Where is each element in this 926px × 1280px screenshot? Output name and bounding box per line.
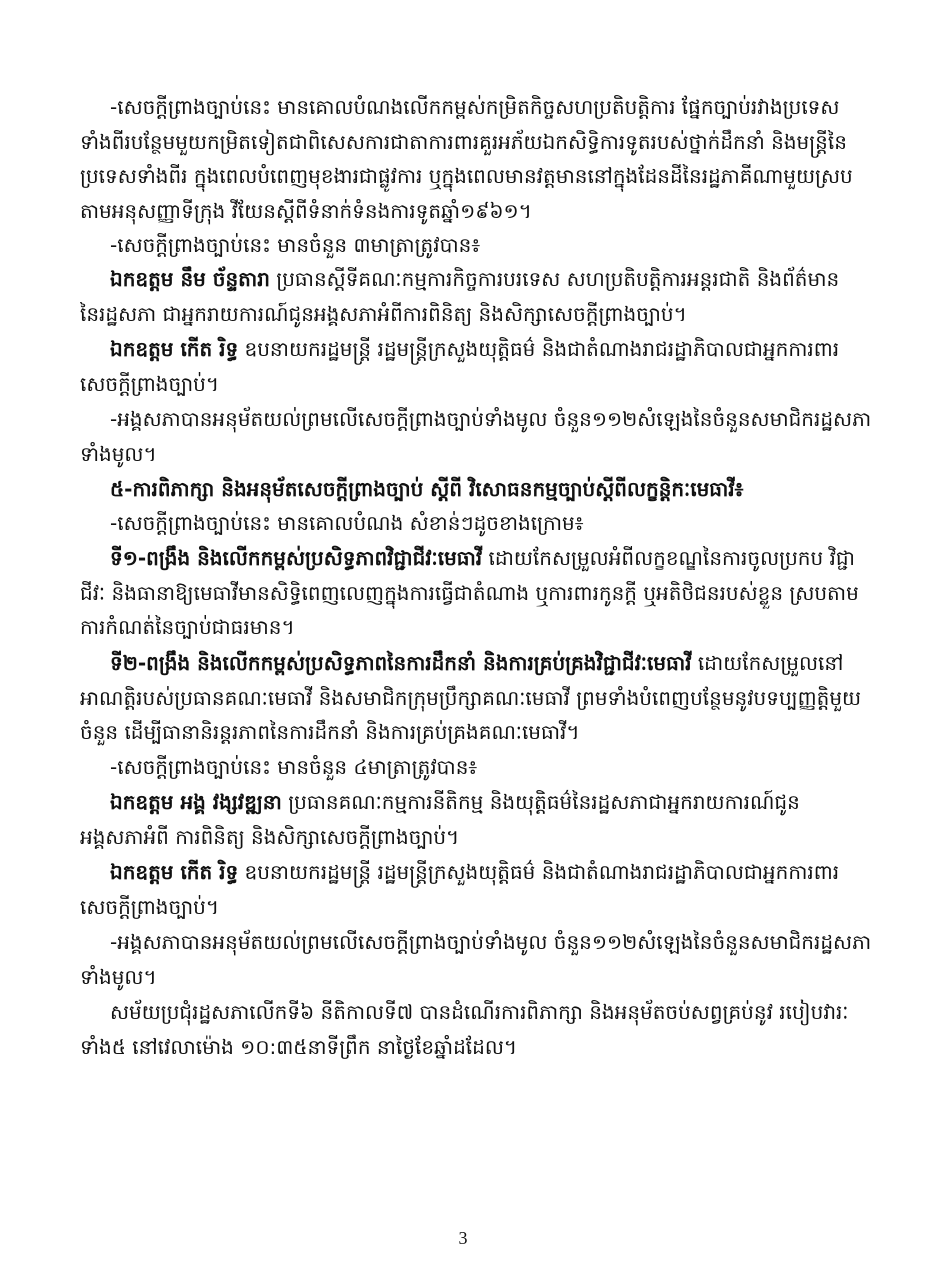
text-line: នៃរដ្ឋសភា ជាអ្នករាយការណ៍ជូនអង្គសភាអំពីការពិនិត្យ និងសិក្សាសេចក្តីព្រាងច្បាប់។	[80, 301, 687, 326]
point-title: ទី១-ពង្រឹង និងលើកកម្ពស់ប្រសិទ្ធភាពវិជ្ជាជីវៈមេធាវី	[110, 546, 483, 570]
section-title: ៥-ការពិភាក្សា និងអនុម័តសេចក្តីព្រាងច្បាប់ ស្តីពី វិសោធនកម្មច្បាប់ស្តីពីលក្ខន្តិកៈមេធាវី៖	[110, 477, 744, 501]
text-line: អាណត្តិរបស់ប្រធានគណៈមេធាវី និងសមាជិកក្រុមប្រឹក្សាគណៈមេធាវី ព្រមទាំងបំពេញបន្ថែមនូវបទប្បញ្ញត្តិមួយ	[80, 685, 862, 710]
point-title: ទី២-ពង្រឹង និងលើកកម្ពស់ប្រសិទ្ធភាពនៃការដឹកនាំ និងការគ្រប់គ្រងវិជ្ជាជីវៈមេធាវី	[110, 651, 692, 675]
paragraph-articles-1	[80, 228, 872, 263]
text-line: ប្រទេសទាំងពីរ ក្នុងពេលបំពេញមុខងារជាផ្លូវការ ឬក្នុងពេលមានវត្តមាននៅក្នុងដែនដីនៃរដ្ឋភាគីណាមួយស្រប	[80, 164, 853, 189]
speaker-role: ឧបនាយករដ្ឋមន្ត្រី រដ្ឋមន្ត្រីក្រសួងយុត្តិធម៌ និងជាតំណាងរាជរដ្ឋាភិបាលជាអ្នកការពារ	[238, 337, 840, 361]
paragraph-point-1	[80, 541, 872, 645]
speaker-name: ឯកឧត្តម នឹម ច័ន្ទតារា	[110, 267, 270, 291]
paragraph-defender-1	[80, 332, 872, 401]
page-number: 3	[458, 1228, 468, 1248]
paragraph-vote-2	[80, 925, 872, 994]
paragraph-defender-2	[80, 855, 872, 924]
text-line: អង្គសភាអំពី ការពិនិត្យ និងសិក្សាសេចក្តីព្រាងច្បាប់។	[80, 824, 460, 849]
paragraph-purpose-2	[80, 506, 872, 541]
text-line: -អង្គសភាបានអនុម័តយល់ព្រមលើសេចក្តីព្រាងច្បាប់ទាំងមូល ចំនួន១១២សំឡេងនៃចំនួនសមាជិករដ្ឋសភា	[110, 930, 872, 954]
section-heading-5	[80, 472, 872, 507]
text-line	[80, 541, 872, 576]
paragraph-point-2	[80, 646, 872, 750]
text-line: -សេចក្តីព្រាងច្បាប់នេះ មានចំនួន ៣មាត្រាត្រូវបាន៖	[110, 233, 481, 257]
text-line: ទាំងពីរបន្ថែមមួយកម្រិតទៀតជាពិសេសការជាតាការពារគួរអភ័យឯកសិទ្ធិការទូតរបស់ថ្នាក់ដឹកនាំ និងមន្ត្រីនៃ	[80, 129, 847, 154]
text-line: សេចក្តីព្រាងច្បាប់។	[80, 371, 220, 396]
text-line	[80, 332, 872, 367]
text-line: ការកំណត់នៃច្បាប់ជាធរមាន។	[80, 615, 295, 640]
text-line: -អង្គសភាបានអនុម័តយល់ព្រមលើសេចក្តីព្រាងច្បាប់ទាំងមូល ចំនួន១១២សំឡេងនៃចំនួនសមាជិករដ្ឋសភា	[110, 407, 872, 431]
text-line: -សេចក្តីព្រាងច្បាប់នេះ មានគោលបំណង សំខាន់ៗដូចខាងក្រោម៖	[110, 511, 584, 535]
paragraph-reporter-1	[80, 262, 872, 331]
text-line: ជីវៈ និងធានាឱ្យមេធាវីមានសិទ្ធិពេញលេញក្នុងការធ្វើជាតំណាង ឬការពារកូនក្តី ឬអតិថិជនរបស់ខ្លួន ស្របតាម	[80, 580, 859, 605]
paragraph-articles-2	[80, 750, 872, 785]
text-line: ចំនួន ដើម្បីធានានិរន្តរភាពនៃការដឹកនាំ និងការគ្រប់គ្រងគណៈមេធាវី។	[80, 720, 580, 745]
text-line: -សេចក្តីព្រាងច្បាប់នេះ មានចំនួន ៤មាត្រាត្រូវបាន៖	[110, 755, 478, 779]
text-line: សេចក្តីព្រាងច្បាប់។	[80, 894, 220, 919]
paragraph-vote-1	[80, 402, 872, 471]
paragraph-reporter-2	[80, 785, 872, 854]
text-line	[80, 855, 872, 890]
speaker-role: ប្រធានស្តីទីគណៈកម្មការកិច្ចការបរទេស សហប្រតិបត្តិការអន្តរជាតិ និងព័ត៌មាន	[269, 267, 840, 291]
speaker-name: ឯកឧត្តម កើត រិទ្ធ	[110, 860, 239, 884]
speaker-name: ឯកឧត្តម កើត រិទ្ធ	[110, 337, 239, 361]
paragraph-purpose-1	[80, 90, 872, 228]
speaker-role: ប្រធានគណៈកម្មការនីតិកម្ម និងយុត្តិធម៌នៃរដ្ឋសភាជាអ្នករាយការណ៍ជូន	[281, 790, 800, 814]
speaker-role: ឧបនាយករដ្ឋមន្ត្រី រដ្ឋមន្ត្រីក្រសួងយុត្តិធម៌ និងជាតំណាងរាជរដ្ឋាភិបាលជាអ្នកការពារ	[238, 860, 840, 884]
point-text: ដោយកែសម្រួលអំពីលក្ខខណ្ឌនៃការចូលប្រកប វិជ្ជា	[482, 546, 855, 570]
point-text: ដោយកែសម្រួលនៅ	[691, 651, 844, 675]
text-line	[80, 262, 872, 297]
text-line: -សេចក្តីព្រាងច្បាប់នេះ មានគោលបំណងលើកកម្ពស់កម្រិតកិច្ចសហប្រតិបត្តិការ ផ្នែកច្បាប់រវាងប្រទេស	[110, 95, 840, 119]
paragraph-closing	[80, 995, 872, 1064]
text-line	[80, 785, 872, 820]
text-line	[80, 646, 872, 681]
text-line: តាមអនុសញ្ញាទីក្រុង វីយែនស្តីពីទំនាក់ទំនងការទូតឆ្នាំ១៩៦១។	[80, 198, 532, 223]
speaker-name: ឯកឧត្តម អង្គ វង្សវឌ្ឍនា	[110, 790, 282, 814]
text-line: ទាំងមូល។	[80, 964, 157, 989]
text-line: ទាំង៥ នៅវេលាម៉ោង ១០:៣៥នាទីព្រឹក នាថ្ងៃខែឆ្នាំដដែល។	[80, 1034, 518, 1059]
text-line: សម័យប្រជុំរដ្ឋសភាលើកទី៦ នីតិកាលទី៧ បានដំណើរការពិភាក្សា និងអនុម័តចប់សព្វគ្រប់នូវ របៀបវារៈ	[110, 1000, 849, 1024]
text-line: ទាំងមូល។	[80, 441, 157, 466]
